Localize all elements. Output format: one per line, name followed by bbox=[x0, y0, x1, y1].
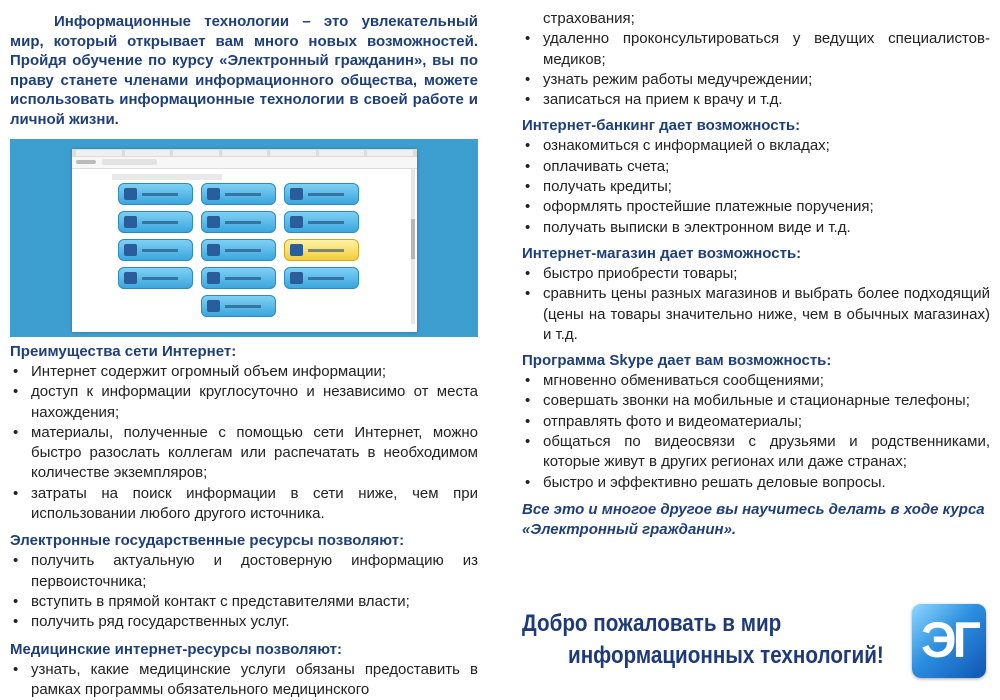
list-item: • мгновенно обмениваться сообщениями; bbox=[522, 371, 990, 391]
shop-heading: Интернет-магазин дает возможность: bbox=[522, 244, 802, 262]
list-item: • оформлять простейшие платежные поручения; bbox=[522, 197, 990, 217]
skype-heading: Программа Skype дает вам возможность: bbox=[522, 352, 832, 370]
list-item: • совершать звонки на мобильные и стационарные телефоны; bbox=[522, 391, 990, 411]
logo-text: ЭГ bbox=[921, 612, 977, 668]
welcome-line-1: Добро пожаловать в мир bbox=[522, 610, 782, 637]
service-tile bbox=[201, 239, 276, 261]
list-item: • затраты на поиск информации в сети ниже, чем при использовании любого другого источника. bbox=[10, 484, 478, 525]
welcome-line-2: информационных технологий! bbox=[568, 642, 884, 669]
url-field bbox=[102, 159, 157, 165]
list-item: • получать кредиты; bbox=[522, 177, 990, 197]
browser-address-bar bbox=[72, 157, 417, 169]
service-tile bbox=[201, 267, 276, 289]
browser-tabbar bbox=[72, 149, 417, 157]
nav-buttons-icon bbox=[76, 160, 96, 164]
list-item: • получить ряд государственных услуг. bbox=[10, 612, 478, 632]
medical-list bbox=[10, 660, 478, 700]
list-item: • вступить в прямой контакт с представителями власти; bbox=[10, 592, 478, 612]
service-tile bbox=[118, 239, 193, 261]
gov-heading: Электронные государственные ресурсы позволяют: bbox=[10, 532, 405, 550]
medical-section bbox=[10, 640, 478, 700]
medical-list-cont bbox=[522, 29, 990, 110]
medical-heading: Медицинские интернет-ресурсы позволяют: bbox=[10, 640, 342, 658]
website-screenshot bbox=[10, 139, 478, 337]
list-item: • отправлять фото и видеоматериалы; bbox=[522, 412, 990, 432]
list-item: • узнать режим работы медучреждении; bbox=[522, 70, 990, 90]
list-item: • общаться по видеосвязи с друзьями и родственниками, которые живут в других регионах или даже странах; bbox=[522, 432, 990, 473]
skype-list bbox=[522, 371, 990, 493]
medical-continuation: страхования; bbox=[543, 10, 635, 27]
list-item: • удаленно проконсультироваться у ведущих специалистов-медиков; bbox=[522, 29, 990, 70]
service-tile-highlighted bbox=[284, 239, 359, 261]
internet-heading: Преимущества сети Интернет: bbox=[10, 343, 237, 360]
service-tile bbox=[201, 295, 276, 317]
list-item: • получать выписки в электронном виде и т.д. bbox=[522, 218, 990, 238]
service-tile bbox=[201, 211, 276, 233]
service-tile bbox=[118, 267, 193, 289]
service-tile bbox=[284, 267, 359, 289]
gov-section bbox=[10, 531, 478, 632]
list-item: • ознакомиться с информацией о вкладах; bbox=[522, 136, 990, 156]
list-item: • материалы, полученные с помощью сети Интернет, можно быстро разослать коллегам или распечатать в необходимом количестве экземпляров; bbox=[10, 423, 478, 484]
service-tile bbox=[201, 183, 276, 205]
right-column bbox=[522, 9, 990, 555]
banking-section bbox=[522, 116, 990, 237]
browser-scrollbar bbox=[411, 169, 415, 324]
list-item: • Интернет содержит огромный объем информации; bbox=[10, 362, 478, 382]
intro-paragraph: Информационные технологии – это увлекательный мир, который открывает вам много новых возможностей. Пройдя обучение по курсу «Электронный гражданин», вы по праву станете членами информационного общества, можете использовать информационные технологии в своей работе и личной жизни. bbox=[10, 13, 478, 128]
service-tile bbox=[118, 211, 193, 233]
skype-section bbox=[522, 351, 990, 493]
browser-window bbox=[72, 149, 417, 332]
service-tile bbox=[118, 183, 193, 205]
banking-heading: Интернет-банкинг дает возможность: bbox=[522, 117, 801, 135]
service-tile bbox=[284, 211, 359, 233]
closing-paragraph: Все это и многое другое вы научитесь делать в ходе курса «Электронный гражданин». bbox=[522, 500, 985, 538]
internet-list bbox=[10, 362, 478, 524]
eg-logo-icon bbox=[912, 604, 986, 678]
page-breadcrumb bbox=[112, 174, 222, 180]
gov-list bbox=[10, 551, 478, 632]
internet-section bbox=[10, 342, 478, 524]
list-item: • оплачивать счета; bbox=[522, 157, 990, 177]
list-item: • доступ к информации круглосуточно и независимо от места нахождения; bbox=[10, 382, 478, 423]
shop-list bbox=[522, 264, 990, 345]
list-item: • быстро и эффективно решать деловые вопросы. bbox=[522, 473, 990, 493]
banking-list bbox=[522, 136, 990, 237]
list-item: • сравнить цены разных магазинов и выбрать более подходящий (цены на товары значительно ниже, чем в обычных магазинах) и т.д. bbox=[522, 284, 990, 345]
list-item: • узнать, какие медицинские услуги обязаны предоставить в рамках программы обязательного медицинского bbox=[10, 660, 478, 700]
left-column bbox=[10, 0, 478, 700]
list-item: • записаться на прием к врачу и т.д. bbox=[522, 90, 990, 110]
list-item: • получить актуальную и достоверную информацию из первоисточника; bbox=[10, 551, 478, 592]
list-item: • быстро приобрести товары; bbox=[522, 264, 990, 284]
shop-section bbox=[522, 244, 990, 345]
service-tile bbox=[284, 183, 359, 205]
